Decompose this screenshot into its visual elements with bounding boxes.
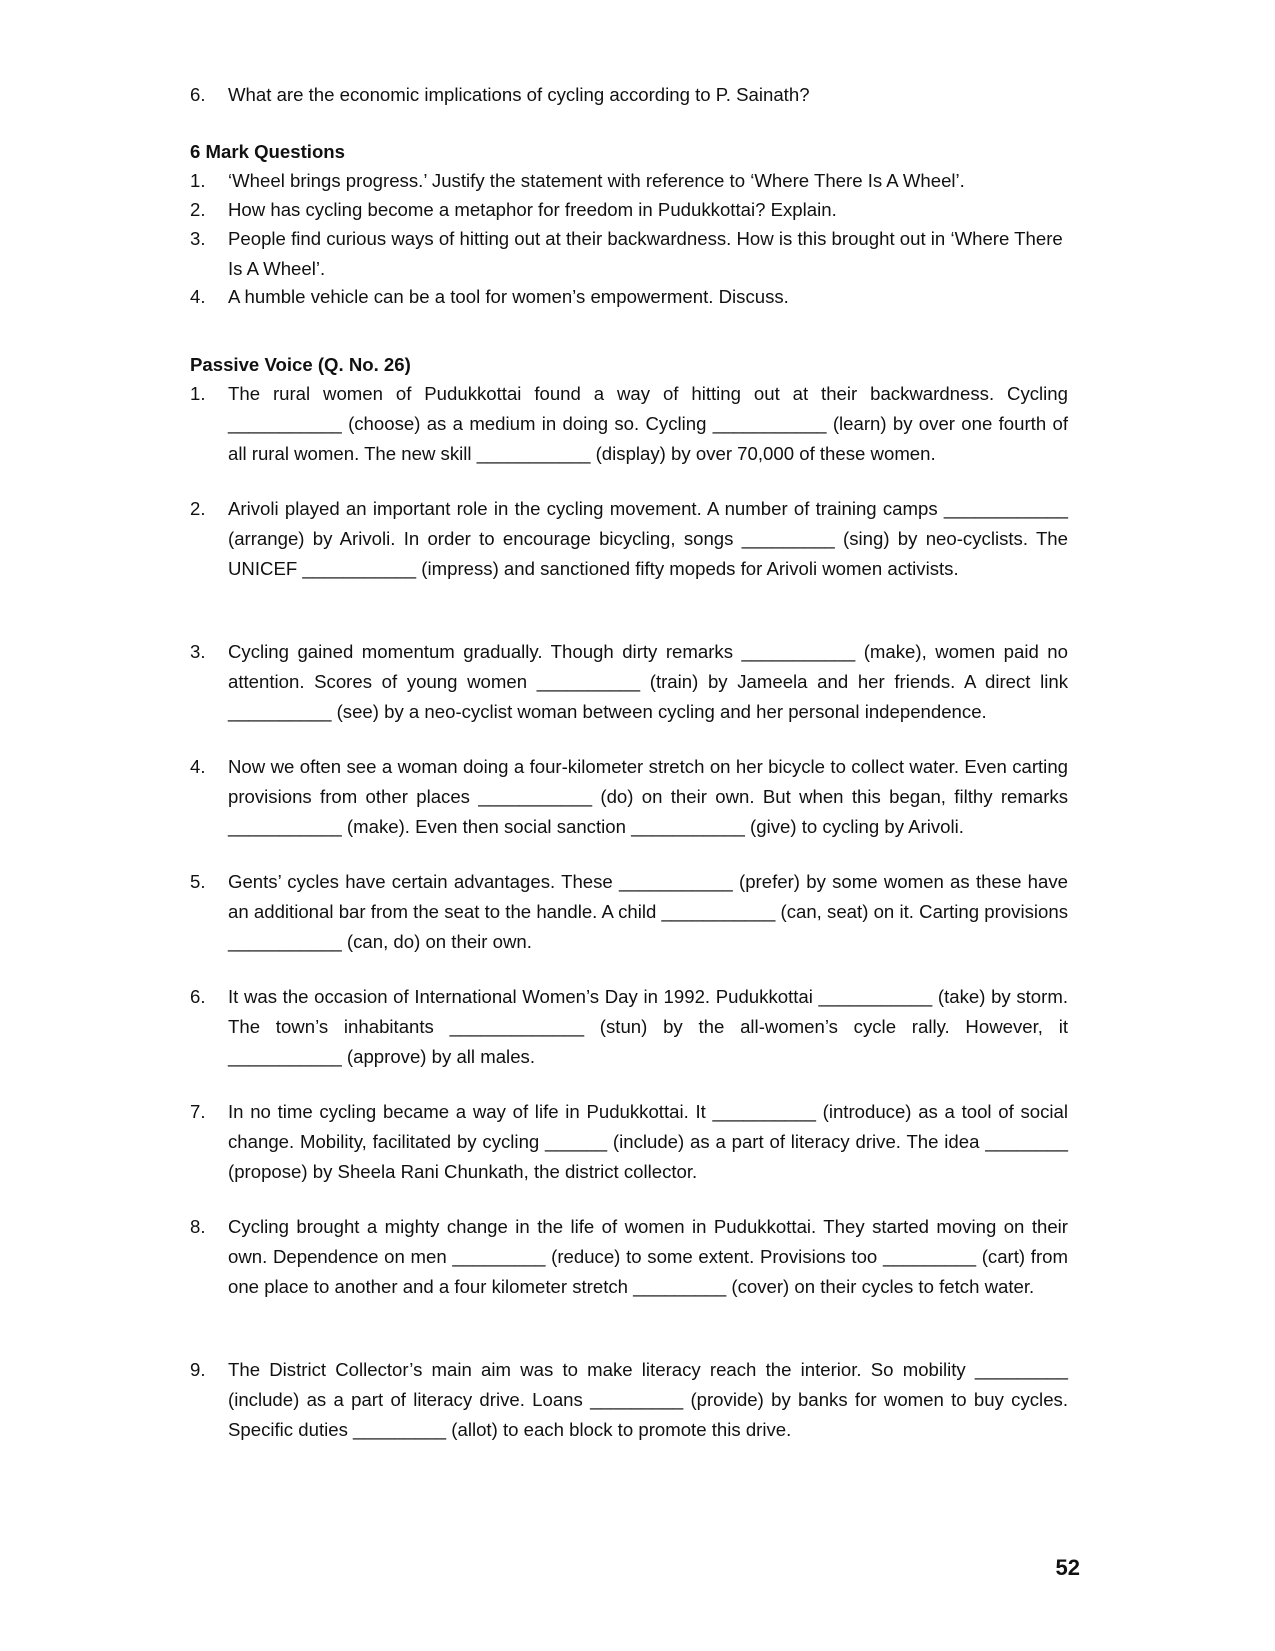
- exercise-text: Arivoli played an important role in the cycling movement. A number of training camps ____________ (arrange) by Arivoli. In order to encourage bicycling, songs _________ (sing) by neo-cyclists. The UNICEF ___________ (impress) and sanctioned fifty mopeds for Arivoli women activists.: [228, 498, 1068, 579]
- six-mark-question: [190, 282, 1068, 312]
- question-6-economic: [190, 80, 1068, 110]
- question-text: A humble vehicle can be a tool for women’s empowerment. Discuss.: [228, 286, 789, 307]
- six-mark-heading: 6 Mark Questions: [190, 141, 345, 162]
- exercise-text: Now we often see a woman doing a four-kilometer stretch on her bicycle to collect water. Even carting provisions from other places ___________ (do) on their own. But when this began, filthy remarks ___________ (make). Even then social sanction ___________ (give) to cycling by Arivoli.: [228, 756, 1068, 837]
- exercise-text: In no time cycling became a way of life in Pudukkottai. It __________ (introduce) as a tool of social change. Mobility, facilitated by cycling ______ (include) as a part of literacy drive. The idea ________ (propose) by Sheela Rani Chunkath, the district collector.: [228, 1101, 1068, 1182]
- passive-voice-exercise: [190, 1097, 1068, 1187]
- exercise-number: 8.: [190, 1216, 206, 1237]
- passive-voice-exercise: [190, 752, 1068, 842]
- page-number: 52: [1055, 1555, 1080, 1580]
- passive-voice-exercise: [190, 1355, 1068, 1445]
- exercise-number: 5.: [190, 871, 206, 892]
- question-number: 1.: [190, 170, 206, 191]
- question-number: 2.: [190, 199, 206, 220]
- exercise-text: Gents’ cycles have certain advantages. These ___________ (prefer) by some women as these have an additional bar from the seat to the handle. A child ___________ (can, seat) on it. Carting provisions ___________ (can, do) on their own.: [228, 871, 1068, 952]
- question-text: People find curious ways of hitting out at their backwardness. How is this brought out in ‘Where There Is A Wheel’.: [228, 228, 1063, 279]
- passive-voice-exercise: [190, 867, 1068, 957]
- exercise-number: 6.: [190, 986, 206, 1007]
- passive-voice-heading: Passive Voice (Q. No. 26): [190, 354, 411, 375]
- exercise-number: 1.: [190, 383, 206, 404]
- six-mark-question: [190, 224, 1068, 284]
- exercise-text: The rural women of Pudukkottai found a way of hitting out at their backwardness. Cycling ___________ (choose) as a medium in doing so. Cycling ___________ (learn) by over one fourth of all rural women. The new skill ___________ (display) by over 70,000 of these women.: [228, 383, 1068, 464]
- exercise-number: 7.: [190, 1101, 206, 1122]
- exercise-text: Cycling brought a mighty change in the life of women in Pudukkottai. They started moving on their own. Dependence on men _________ (reduce) to some extent. Provisions too _________ (cart) from one place to another and a four kilometer stretch _________ (cover) on their cycles to fetch water.: [228, 1216, 1068, 1297]
- question-number: 6.: [190, 84, 206, 105]
- question-number: 4.: [190, 286, 206, 307]
- exercise-text: Cycling gained momentum gradually. Though dirty remarks ___________ (make), women paid no attention. Scores of young women __________ (train) by Jameela and her friends. A direct link __________ (see) by a neo-cyclist woman between cycling and her personal independence.: [228, 641, 1068, 722]
- passive-voice-exercise: [190, 982, 1068, 1072]
- exercise-number: 2.: [190, 498, 206, 519]
- question-number: 3.: [190, 228, 206, 249]
- question-text: What are the economic implications of cycling according to P. Sainath?: [228, 84, 810, 105]
- passive-voice-exercise: [190, 1212, 1068, 1302]
- six-mark-question: [190, 195, 1068, 225]
- passive-voice-exercise: [190, 379, 1068, 469]
- exercise-text: The District Collector’s main aim was to make literacy reach the interior. So mobility _________ (include) as a part of literacy drive. Loans _________ (provide) by banks for women to buy cycles. Specific duties _________ (allot) to each block to promote this drive.: [228, 1359, 1068, 1440]
- exercise-number: 9.: [190, 1359, 206, 1380]
- six-mark-question: [190, 166, 1068, 196]
- question-text: ‘Wheel brings progress.’ Justify the statement with reference to ‘Where There Is A Wheel’.: [228, 170, 965, 191]
- question-text: How has cycling become a metaphor for freedom in Pudukkottai? Explain.: [228, 199, 837, 220]
- passive-voice-exercise: [190, 637, 1068, 727]
- exercise-text: It was the occasion of International Women’s Day in 1992. Pudukkottai ___________ (take) by storm. The town’s inhabitants _____________ (stun) by the all-women’s cycle rally. However, it ___________ (approve) by all males.: [228, 986, 1068, 1067]
- exercise-number: 3.: [190, 641, 206, 662]
- passive-voice-exercise: [190, 494, 1068, 584]
- exercise-number: 4.: [190, 756, 206, 777]
